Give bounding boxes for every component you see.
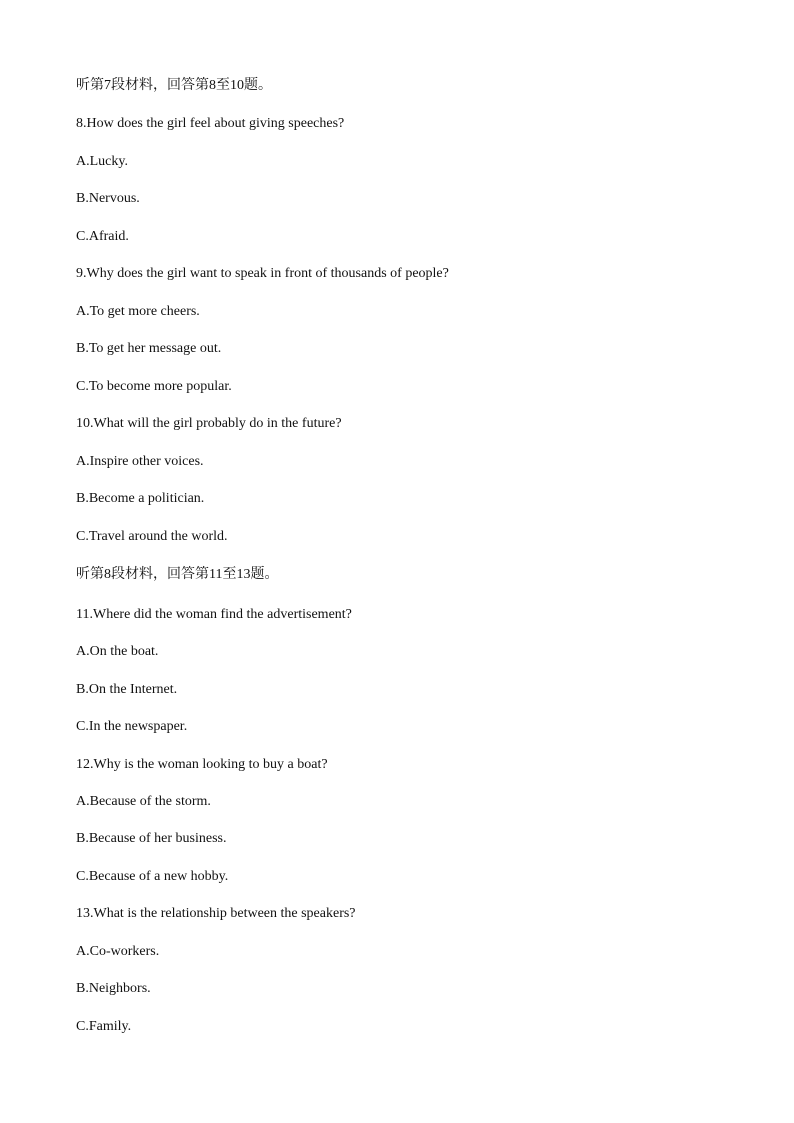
answer-option: B.Nervous.: [76, 191, 140, 206]
answer-option: C.Travel around the world.: [76, 529, 228, 544]
answer-option: C.To become more popular.: [76, 379, 232, 394]
answer-option: B.To get her message out.: [76, 341, 222, 356]
question-stem: 11.Where did the woman find the advertisement?: [76, 607, 352, 622]
section-heading: 听第7段材料，回答第8至10题。: [76, 78, 272, 93]
answer-option: A.Co-workers.: [76, 944, 160, 959]
answer-option: A.Because of the storm.: [76, 794, 211, 809]
answer-option: B.On the Internet.: [76, 682, 178, 697]
answer-option: C.Family.: [76, 1019, 132, 1034]
question-stem: 13.What is the relationship between the speakers?: [76, 906, 356, 921]
section-heading: 听第8段材料，回答第11至13题。: [76, 567, 279, 582]
answer-option: C.Afraid.: [76, 229, 129, 244]
question-stem: 12.Why is the woman looking to buy a boat?: [76, 757, 328, 772]
answer-option: B.Neighbors.: [76, 981, 151, 996]
answer-option: C.In the newspaper.: [76, 719, 188, 734]
question-stem: 9.Why does the girl want to speak in front of thousands of people?: [76, 266, 449, 281]
answer-option: B.Because of her business.: [76, 831, 227, 846]
answer-option: B.Become a politician.: [76, 491, 205, 506]
answer-option: A.Lucky.: [76, 154, 128, 169]
question-stem: 10.What will the girl probably do in the future?: [76, 416, 342, 431]
question-stem: 8.How does the girl feel about giving speeches?: [76, 116, 345, 131]
answer-option: A.To get more cheers.: [76, 304, 200, 319]
answer-option: C.Because of a new hobby.: [76, 869, 229, 884]
answer-option: A.On the boat.: [76, 644, 159, 659]
answer-option: A.Inspire other voices.: [76, 454, 204, 469]
